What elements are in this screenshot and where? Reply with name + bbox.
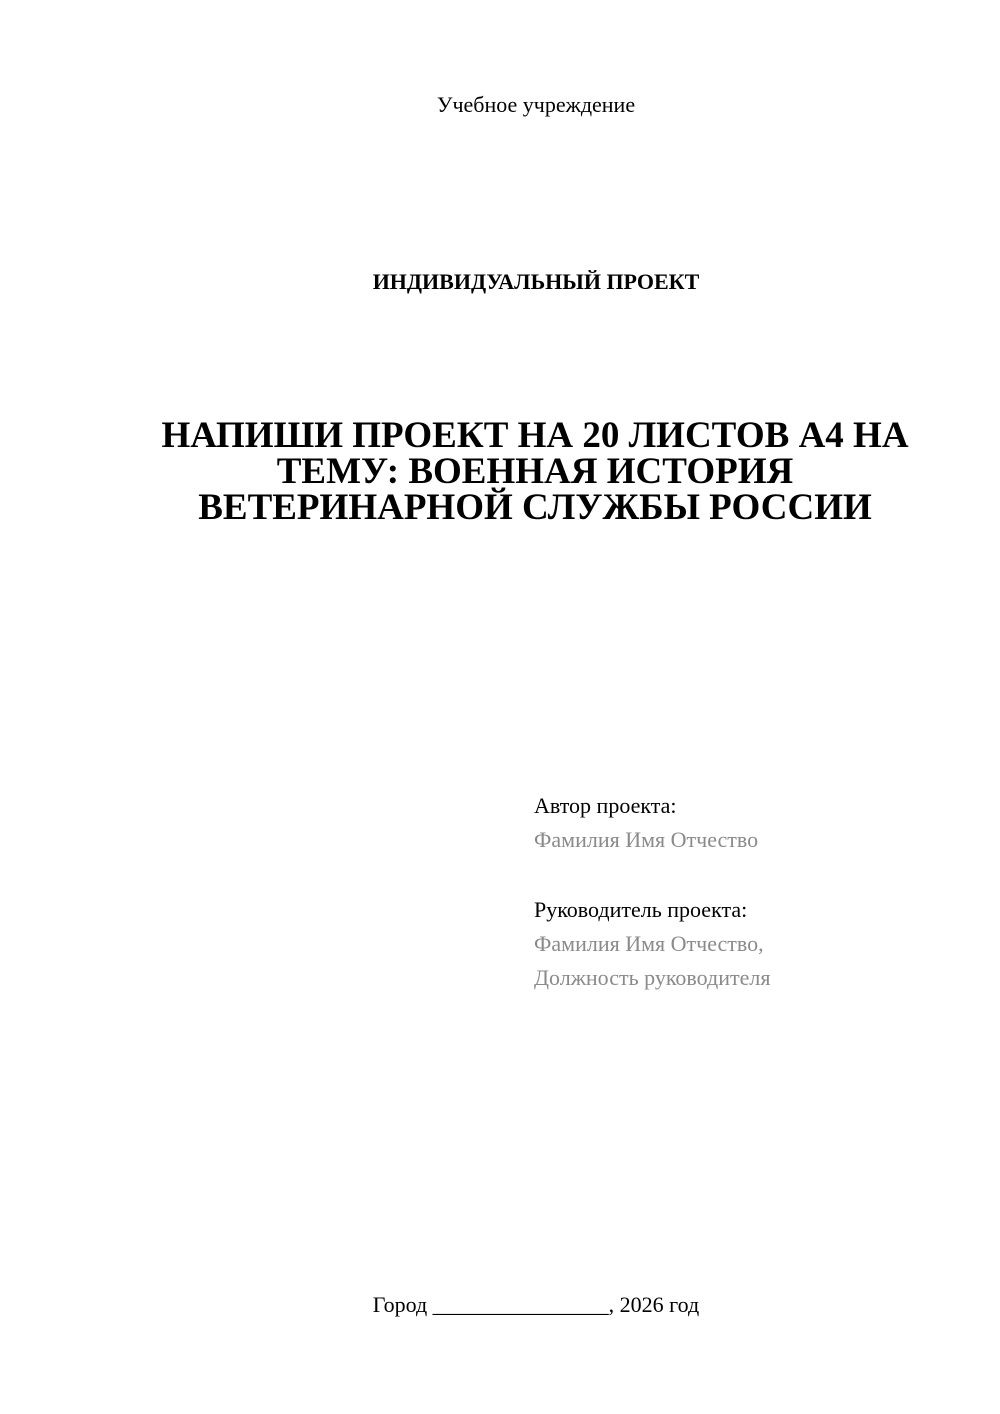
institution-name: Учебное учреждение (436, 92, 636, 117)
city-year-line: Город ________________, 2026 год (372, 1292, 700, 1317)
title-line-1: НАПИШИ ПРОЕКТ НА 20 ЛИСТОВ А4 НА (161, 415, 909, 456)
supervisor-label: Руководитель проекта: (534, 897, 748, 922)
author-label: Автор проекта: (534, 793, 677, 818)
info-spacer (534, 857, 974, 893)
project-info-block (534, 789, 974, 995)
title-line-2: ТЕМУ: ВОЕННАЯ ИСТОРИЯ (276, 451, 794, 492)
project-title (140, 415, 930, 528)
title-line-3: ВЕТЕРИНАРНОЙ СЛУЖБЫ РОССИИ (198, 487, 872, 528)
document-type: ИНДИВИДУАЛЬНЫЙ ПРОЕКТ (372, 269, 700, 294)
author-name: Фамилия Имя Отчество (534, 827, 759, 852)
supervisor-name: Фамилия Имя Отчество, (534, 931, 764, 956)
supervisor-position: Должность руководителя (534, 965, 771, 990)
